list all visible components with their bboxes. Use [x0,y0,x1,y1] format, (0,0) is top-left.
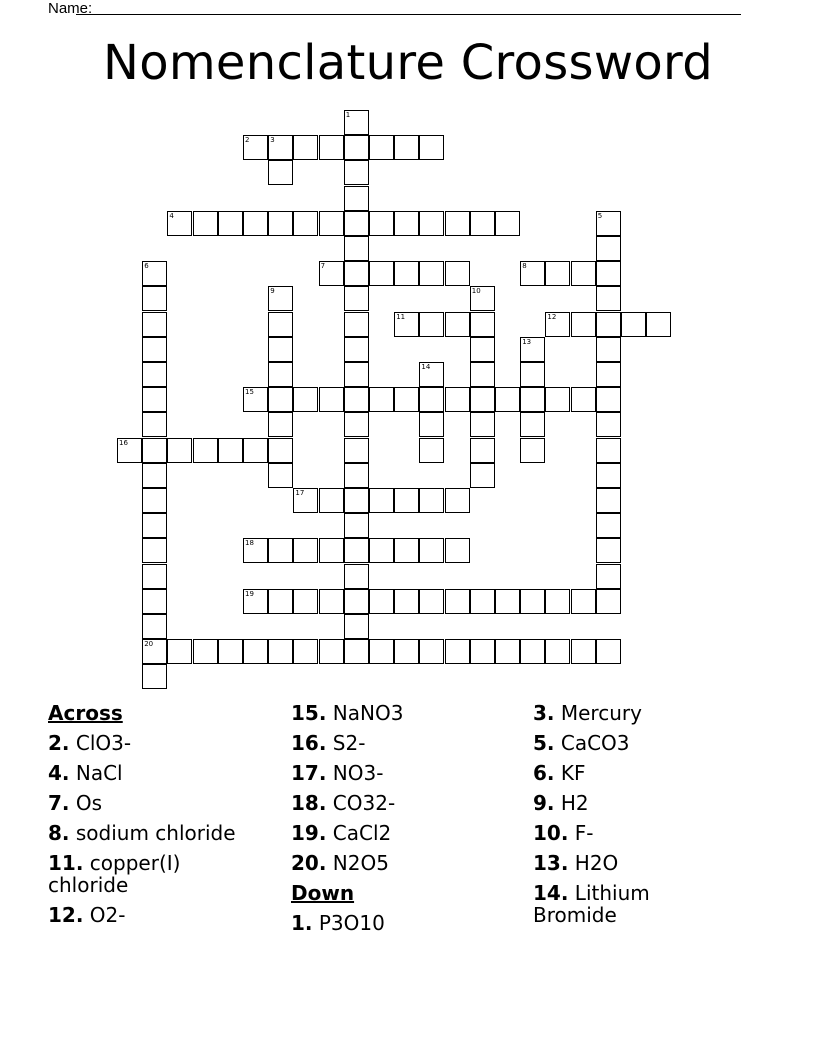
crossword-cell[interactable] [369,639,394,664]
crossword-cell[interactable] [445,538,470,563]
across-header: Across [48,701,123,725]
crossword-cell[interactable] [520,438,545,463]
crossword-cell[interactable] [419,362,444,387]
clue-number: 11 [396,312,406,321]
clue-across-17: 17. NO3- [291,761,384,785]
crossword-cell[interactable] [470,337,495,362]
crossword-cell[interactable] [142,261,167,286]
crossword-cell[interactable] [571,387,596,412]
crossword-cell[interactable] [419,589,444,614]
crossword-cell[interactable] [344,261,369,286]
crossword-cell[interactable] [142,412,167,437]
crossword-cell[interactable] [419,135,444,160]
crossword-cell[interactable] [268,337,293,362]
crossword-cell[interactable] [142,589,167,614]
crossword-cell[interactable] [167,211,192,236]
crossword-cell[interactable] [571,589,596,614]
crossword-cell[interactable] [596,312,621,337]
down-header: Down [291,881,355,905]
crossword-cell[interactable] [445,488,470,513]
crossword-cell[interactable] [344,513,369,538]
crossword-cell[interactable] [596,286,621,311]
crossword-cell[interactable] [495,211,520,236]
crossword-cell[interactable] [268,412,293,437]
crossword-cell[interactable] [268,211,293,236]
clue-number: 14 [421,363,431,371]
crossword-cell[interactable] [142,614,167,639]
crossword-cell[interactable] [419,387,444,412]
crossword-cell[interactable] [394,538,419,563]
clue-number: 17 [295,489,305,497]
clue-number: 1 [345,111,351,119]
clue-down-1: 1. P3O10 [291,911,385,935]
crossword-cell[interactable] [621,312,646,337]
crossword-cell[interactable] [268,286,293,311]
clue-number: 13 [522,337,532,346]
crossword-cell[interactable] [419,438,444,463]
crossword-cell[interactable] [369,589,394,614]
crossword-cell[interactable] [495,589,520,614]
clue-across-2: 2. ClO3- [48,731,132,755]
crossword-cell[interactable] [445,589,470,614]
crossword-cell[interactable] [243,387,268,412]
crossword-cell[interactable] [117,438,142,463]
crossword-cell[interactable] [167,639,192,664]
crossword-cell[interactable] [520,589,545,614]
crossword-cell[interactable] [293,135,318,160]
crossword-cell[interactable] [470,312,495,337]
crossword-cell[interactable] [596,438,621,463]
crossword-cell[interactable] [344,387,369,412]
crossword-cell[interactable] [319,261,344,286]
crossword-cell[interactable] [596,412,621,437]
clue-number: 20 [144,640,154,649]
crossword-cell[interactable] [394,261,419,286]
crossword-cell[interactable] [142,488,167,513]
clue-number: 3 [270,136,275,145]
crossword-cell[interactable] [470,286,495,311]
clue-down-14: 14. Lithium Bromide [533,881,650,927]
crossword-cell[interactable] [545,312,570,337]
crossword-cell[interactable] [293,538,318,563]
crossword-cell[interactable] [218,211,243,236]
crossword-cell[interactable] [142,438,167,463]
crossword-cell[interactable] [293,488,318,513]
crossword-cell[interactable] [369,135,394,160]
crossword-cell[interactable] [545,261,570,286]
clue-number: 9 [270,287,275,296]
crossword-cell[interactable] [520,362,545,387]
crossword-cell[interactable] [344,186,369,211]
crossword-cell[interactable] [344,438,369,463]
clue-down-9: 9. H2 [533,791,589,815]
crossword-cell[interactable] [293,387,318,412]
clue-number: 18 [245,539,254,548]
crossword-cell[interactable] [596,211,621,236]
crossword-cell[interactable] [520,337,545,362]
crossword-cell[interactable] [193,438,218,463]
crossword-cell[interactable] [319,135,344,160]
clues-column-3 [533,702,773,934]
clue-across-11: 11. copper(I) chloride [48,851,181,897]
crossword-cell[interactable] [142,463,167,488]
clue-down-5: 5. CaCO3 [533,731,630,755]
crossword-cell[interactable] [344,362,369,387]
crossword-cell[interactable] [268,438,293,463]
crossword-cell[interactable] [470,639,495,664]
crossword-cell[interactable] [419,312,444,337]
crossword-cell[interactable] [142,337,167,362]
name-label: Name: [48,0,93,17]
crossword-cell[interactable] [142,362,167,387]
crossword-cell[interactable] [268,463,293,488]
clue-across-19: 19. CaCl2 [291,821,392,845]
crossword-cell[interactable] [344,538,369,563]
crossword-cell[interactable] [319,589,344,614]
crossword-cell[interactable] [394,387,419,412]
crossword-cell[interactable] [344,160,369,185]
crossword-cell[interactable] [268,639,293,664]
crossword-cell[interactable] [142,664,167,689]
crossword-cell[interactable] [344,211,369,236]
clues-column-2 [291,702,531,942]
crossword-cell[interactable] [646,312,671,337]
crossword-cell[interactable] [369,261,394,286]
crossword-cell[interactable] [268,589,293,614]
clue-across-7: 7. Os [48,791,103,815]
crossword-cell[interactable] [394,488,419,513]
clue-number: 2 [245,136,250,145]
crossword-cell[interactable] [470,362,495,387]
crossword-cell[interactable] [495,387,520,412]
crossword-cell[interactable] [268,312,293,337]
crossword-cell[interactable] [369,488,394,513]
crossword-cell[interactable] [268,387,293,412]
crossword-cell[interactable] [545,639,570,664]
crossword-cell[interactable] [470,438,495,463]
clue-number: 16 [119,438,128,447]
clue-across-18: 18. CO32- [291,791,396,815]
crossword-cell[interactable] [344,236,369,261]
clue-across-8: 8. sodium chloride [48,821,236,845]
clue-across-15: 15. NaNO3 [291,701,404,725]
crossword-cell[interactable] [596,639,621,664]
crossword-cell[interactable] [419,488,444,513]
clue-number: 4 [169,211,174,220]
crossword-cell[interactable] [520,639,545,664]
crossword-cell[interactable] [369,538,394,563]
crossword-cell[interactable] [167,438,192,463]
crossword-cell[interactable] [293,639,318,664]
crossword-cell[interactable] [142,564,167,589]
clue-number: 5 [597,211,603,220]
crossword-cell[interactable] [344,488,369,513]
crossword-cell[interactable] [596,261,621,286]
crossword-cell[interactable] [571,312,596,337]
crossword-cell[interactable] [344,286,369,311]
clue-across-20: 20. N2O5 [291,851,389,875]
crossword-cell[interactable] [344,412,369,437]
clue-number: 15 [245,388,254,397]
crossword-cell[interactable] [470,463,495,488]
crossword-cell[interactable] [520,261,545,286]
crossword-cell[interactable] [193,639,218,664]
crossword-cell[interactable] [344,135,369,160]
clue-number: 12 [547,312,557,321]
crossword-cell[interactable] [268,160,293,185]
crossword-cell[interactable] [293,589,318,614]
crossword-cell[interactable] [470,412,495,437]
crossword-cell[interactable] [319,211,344,236]
crossword-cell[interactable] [369,211,394,236]
crossword-cell[interactable] [545,387,570,412]
clue-down-3: 3. Mercury [533,701,642,725]
crossword-cell[interactable] [571,639,596,664]
crossword-cell[interactable] [243,639,268,664]
crossword-cell[interactable] [142,312,167,337]
clue-down-6: 6. KF [533,761,586,785]
crossword-cell[interactable] [319,639,344,664]
crossword-cell[interactable] [394,639,419,664]
crossword-cell[interactable] [243,211,268,236]
crossword-cell[interactable] [596,564,621,589]
crossword-cell[interactable] [243,538,268,563]
crossword-cell[interactable] [596,387,621,412]
crossword-cell[interactable] [268,362,293,387]
crossword-cell[interactable] [470,211,495,236]
crossword-cell[interactable] [142,639,167,664]
crossword-cell[interactable] [470,387,495,412]
clue-number: 6 [144,262,149,271]
crossword-cell[interactable] [445,261,470,286]
clues-column-1 [48,702,288,934]
crossword-cell[interactable] [394,135,419,160]
crossword-cell[interactable] [344,312,369,337]
crossword-cell[interactable] [142,513,167,538]
crossword-cell[interactable] [142,387,167,412]
clue-across-4: 4. NaCl [48,761,123,785]
clue-across-16: 16. S2- [291,731,366,755]
crossword-cell[interactable] [243,135,268,160]
crossword-cell[interactable] [142,538,167,563]
crossword-cell[interactable] [596,463,621,488]
crossword-cell[interactable] [596,362,621,387]
crossword-cell[interactable] [445,211,470,236]
crossword-cell[interactable] [344,463,369,488]
clue-down-10: 10. F- [533,821,594,845]
page-title: Nomenclature Crossword [103,35,713,91]
crossword-cell[interactable] [520,412,545,437]
clue-number: 10 [471,287,481,296]
crossword-cell[interactable] [344,614,369,639]
crossword-cell[interactable] [344,110,369,135]
crossword-cell[interactable] [243,438,268,463]
crossword-cell[interactable] [193,211,218,236]
crossword-cell[interactable] [268,135,293,160]
crossword-cell[interactable] [394,589,419,614]
crossword-cell[interactable] [545,589,570,614]
crossword-cell[interactable] [344,589,369,614]
crossword-cell[interactable] [268,538,293,563]
crossword-cell[interactable] [344,639,369,664]
crossword-cell[interactable] [571,261,596,286]
crossword-cell[interactable] [243,589,268,614]
clue-number: 8 [522,262,527,271]
crossword-cell[interactable] [218,639,243,664]
crossword-cell[interactable] [419,412,444,437]
crossword-cell[interactable] [596,513,621,538]
crossword-cell[interactable] [445,639,470,664]
crossword-cell[interactable] [445,312,470,337]
crossword-cell[interactable] [596,236,621,261]
crossword-cell[interactable] [369,387,394,412]
crossword-cell[interactable] [218,438,243,463]
crossword-cell[interactable] [495,639,520,664]
crossword-cell[interactable] [419,639,444,664]
crossword-cell[interactable] [596,488,621,513]
clue-down-13: 13. H2O [533,851,619,875]
crossword-cell[interactable] [419,211,444,236]
clue-number: 19 [245,589,254,598]
crossword-cell[interactable] [293,211,318,236]
crossword-cell[interactable] [596,589,621,614]
crossword-cell[interactable] [319,488,344,513]
clue-across-12: 12. O2- [48,903,126,927]
crossword-cell[interactable] [319,387,344,412]
crossword-cell[interactable] [520,387,545,412]
crossword-cell[interactable] [394,211,419,236]
crossword-cell[interactable] [142,286,167,311]
clue-number: 7 [320,262,326,271]
crossword-cell[interactable] [596,337,621,362]
crossword-cell[interactable] [445,387,470,412]
crossword-cell[interactable] [344,564,369,589]
crossword-cell[interactable] [470,589,495,614]
crossword-cell[interactable] [344,337,369,362]
crossword-cell[interactable] [319,538,344,563]
crossword-cell[interactable] [596,538,621,563]
crossword-cell[interactable] [394,312,419,337]
crossword-cell[interactable] [419,538,444,563]
crossword-cell[interactable] [419,261,444,286]
